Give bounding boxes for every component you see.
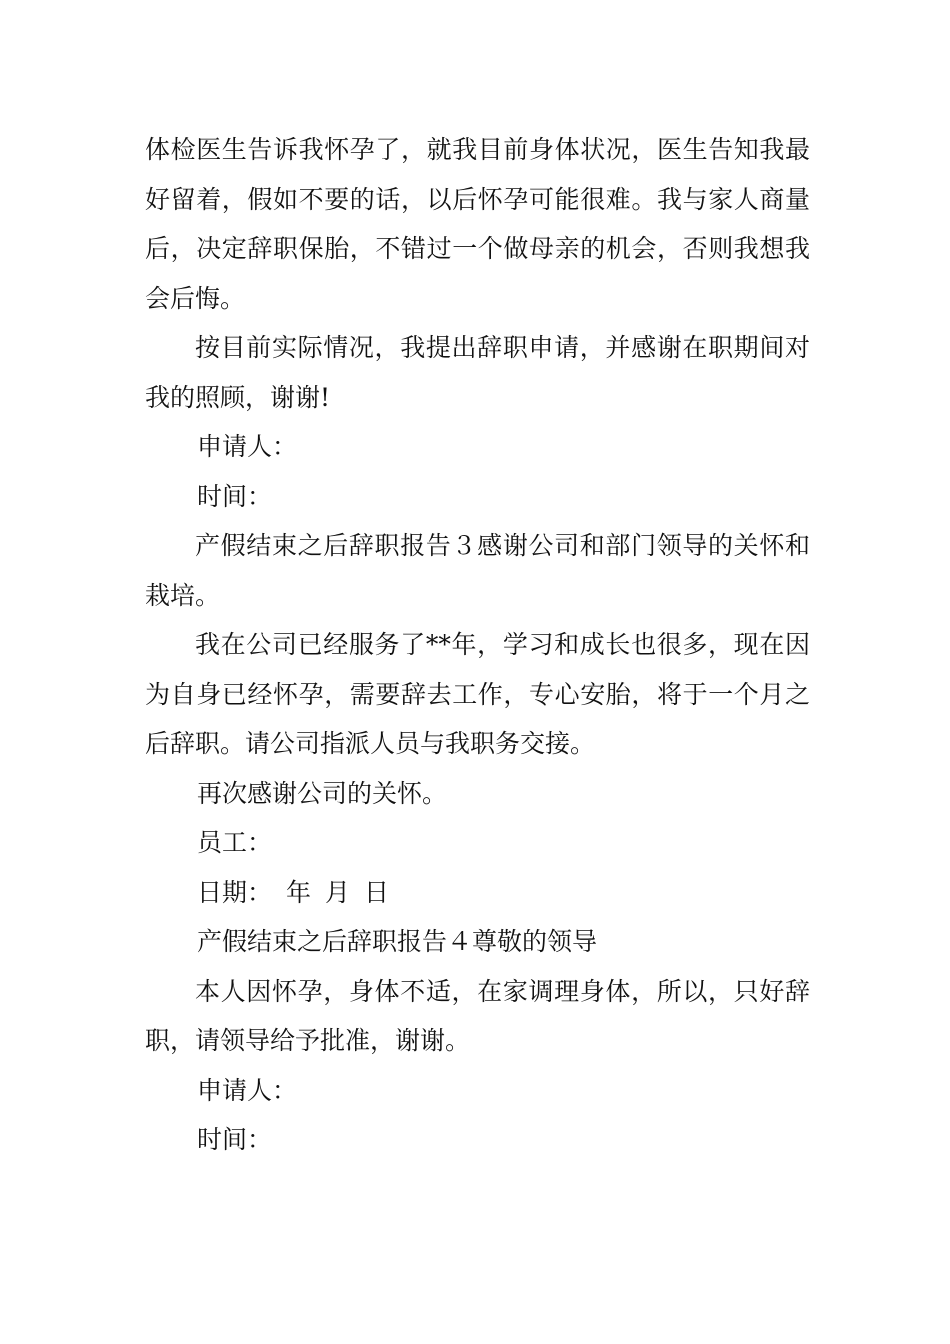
applicant-label: 申请人： — [197, 432, 298, 461]
report-4-heading: 产假结束之后辞职报告４尊敬的领导 — [197, 927, 598, 956]
paragraph-resignation-request: 按目前实际情况，我提出辞职申请，并感谢在职期间对我的照顾，谢谢! — [145, 333, 810, 412]
document-body — [145, 125, 810, 1165]
date-day: 日 — [364, 877, 390, 907]
date-month: 月 — [325, 877, 351, 907]
time-label-2: 时间： — [197, 1125, 273, 1154]
paragraph-service-years: 我在公司已经服务了**年，学习和成长也很多，现在因为自身已经怀孕，需要辞去工作，专心安胎，将于一个月之后辞职。请公司指派人员与我职务交接。 — [145, 630, 810, 758]
report-3-heading: 产假结束之后辞职报告３感谢公司和部门领导的关怀和栽培。 — [145, 531, 810, 610]
date-year: 年 — [286, 877, 312, 907]
paragraph-thanks-again: 再次感谢公司的关怀。 — [197, 778, 448, 808]
time-label: 时间： — [197, 481, 273, 511]
applicant-label-2: 申请人： — [197, 1075, 298, 1105]
employee-label: 员工： — [197, 828, 273, 857]
date-label: 日期： — [197, 877, 273, 907]
paragraph-medical-reason: 体检医生告诉我怀孕了，就我目前身体状况，医生告知我最好留着，假如不要的话，以后怀孕可能很难。我与家人商量后，决定辞职保胎，不错过一个做母亲的机会，否则我想我会后悔。 — [145, 135, 810, 313]
date-line — [145, 868, 810, 918]
paragraph-health-reason: 本人因怀孕，身体不适，在家调理身体，所以，只好辞职，请领导给予批准，谢谢。 — [145, 976, 810, 1055]
